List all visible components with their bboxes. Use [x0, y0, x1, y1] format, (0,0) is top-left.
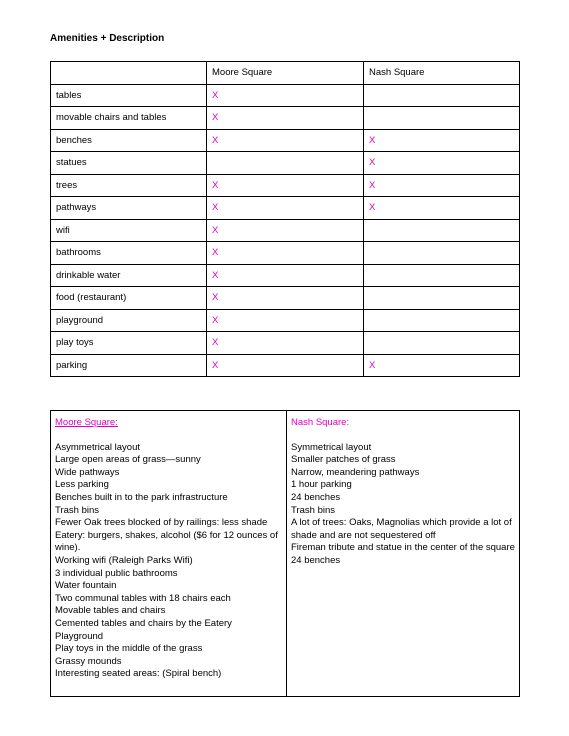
description-line: Less parking	[55, 479, 109, 491]
amenity-name: playground	[51, 309, 207, 332]
moore-mark: X	[207, 107, 364, 130]
amenity-name: benches	[51, 129, 207, 152]
moore-mark: X	[207, 354, 364, 377]
table-row	[51, 152, 520, 175]
moore-mark: X	[207, 84, 364, 107]
table-row	[51, 242, 520, 265]
nash-mark	[364, 107, 520, 130]
table-row	[51, 107, 520, 130]
description-line: Smaller patches of grass	[291, 454, 396, 466]
description-line: Wide pathways	[55, 466, 120, 478]
amenities-table	[50, 61, 520, 377]
amenity-name: food (restaurant)	[51, 287, 207, 310]
description-line: Benches built in to the park infrastructure	[55, 491, 228, 503]
description-line: A lot of trees: Oaks, Magnolias which provide a lot of shade and are not sequestered off	[291, 517, 512, 541]
amenities-header-row	[51, 62, 520, 85]
moore-mark: X	[207, 264, 364, 287]
table-row	[51, 84, 520, 107]
description-line: Grassy mounds	[55, 655, 122, 667]
description-line: Asymmetrical layout	[55, 441, 140, 453]
nash-mark	[364, 84, 520, 107]
description-line: 3 individual public bathrooms	[55, 567, 178, 579]
table-row	[51, 332, 520, 355]
moore-mark: X	[207, 242, 364, 265]
table-row	[51, 287, 520, 310]
header-nash-square: Nash Square	[364, 62, 520, 85]
moore-description-cell	[51, 411, 287, 697]
nash-description-title: Nash Square:	[291, 417, 350, 428]
nash-description-list	[291, 442, 515, 568]
description-line: Fireman tribute and statue in the center of the square	[291, 542, 515, 554]
amenity-name: pathways	[51, 197, 207, 220]
nash-mark: X	[364, 354, 520, 377]
nash-mark: X	[364, 152, 520, 175]
amenity-name: wifi	[51, 219, 207, 242]
description-line: Fewer Oak trees blocked of by railings: less shade	[55, 517, 268, 529]
description-line: Cemented tables and chairs by the Eatery	[55, 617, 232, 629]
amenity-name: bathrooms	[51, 242, 207, 265]
nash-mark	[364, 287, 520, 310]
moore-description-list	[55, 442, 282, 681]
nash-mark	[364, 219, 520, 242]
amenity-name: statues	[51, 152, 207, 175]
description-line: Working wifi (Raleigh Parks Wifi)	[55, 554, 193, 566]
amenity-name: parking	[51, 354, 207, 377]
nash-mark: X	[364, 129, 520, 152]
moore-mark: X	[207, 219, 364, 242]
description-line: Interesting seated areas: (Spiral bench)	[55, 668, 222, 680]
description-line: Trash bins	[291, 504, 335, 516]
table-row	[51, 309, 520, 332]
description-line: Playground	[55, 630, 104, 642]
moore-mark: X	[207, 129, 364, 152]
description-table	[50, 410, 520, 697]
nash-mark	[364, 309, 520, 332]
description-line: Symmetrical layout	[291, 441, 372, 453]
header-moore-square: Moore Square	[207, 62, 364, 85]
amenity-name: tables	[51, 84, 207, 107]
table-row	[51, 197, 520, 220]
nash-mark	[364, 264, 520, 287]
moore-description-title: Moore Square:	[55, 417, 118, 428]
moore-mark: X	[207, 287, 364, 310]
description-line: 1 hour parking	[291, 479, 352, 491]
description-line: Trash bins	[55, 504, 99, 516]
description-line: Two communal tables with 18 chairs each	[55, 592, 231, 604]
amenity-name: trees	[51, 174, 207, 197]
description-line: 24 benches	[291, 554, 341, 566]
table-row	[51, 264, 520, 287]
amenity-name: play toys	[51, 332, 207, 355]
nash-mark	[364, 242, 520, 265]
table-row	[51, 219, 520, 242]
description-line: Large open areas of grass—sunny	[55, 454, 201, 466]
amenity-name: drinkable water	[51, 264, 207, 287]
moore-mark: X	[207, 309, 364, 332]
amenity-name: movable chairs and tables	[51, 107, 207, 130]
page-heading: Amenities + Description	[50, 33, 165, 44]
description-line: Play toys in the middle of the grass	[55, 643, 203, 655]
nash-mark: X	[364, 174, 520, 197]
moore-mark: X	[207, 197, 364, 220]
table-row	[51, 174, 520, 197]
table-row	[51, 354, 520, 377]
description-line: Movable tables and chairs	[55, 605, 166, 617]
description-line: Eatery: burgers, shakes, alcohol ($6 for 12 ounces of wine).	[55, 529, 278, 554]
description-line: 24 benches	[291, 491, 341, 503]
description-line: Water fountain	[55, 580, 117, 592]
moore-mark: X	[207, 332, 364, 355]
moore-mark	[207, 152, 364, 175]
moore-mark: X	[207, 174, 364, 197]
table-row	[51, 129, 520, 152]
nash-mark	[364, 332, 520, 355]
header-amenity	[51, 62, 207, 85]
description-line: Narrow, meandering pathways	[291, 466, 420, 478]
nash-description-cell	[287, 411, 520, 697]
nash-mark: X	[364, 197, 520, 220]
